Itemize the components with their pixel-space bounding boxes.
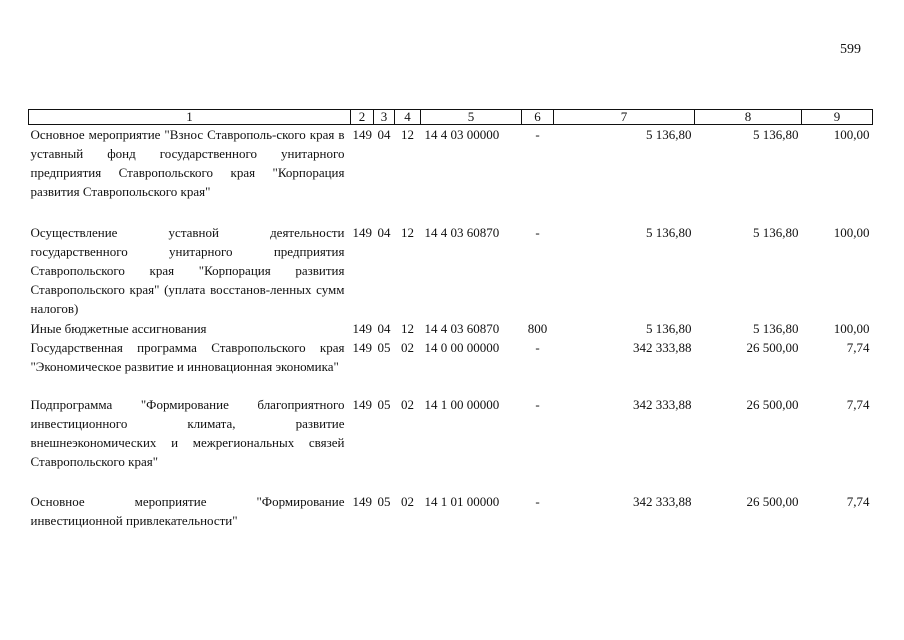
row-percent: 7,74 bbox=[846, 493, 870, 509]
table-row bbox=[29, 338, 873, 395]
row-target-code: 14 1 01 00000 bbox=[424, 493, 500, 509]
row-col7-amount: 5 136,80 bbox=[646, 224, 692, 240]
row-percent: 100,00 bbox=[833, 320, 870, 336]
table-row bbox=[29, 395, 873, 492]
row-percent: 100,00 bbox=[833, 127, 870, 142]
row-col7-amount: 5 136,80 bbox=[646, 127, 692, 142]
row-col8-amount: 5 136,80 bbox=[753, 127, 799, 142]
row-col7-amount: 5 136,80 bbox=[646, 320, 692, 336]
row-target-code: 14 1 00 00000 bbox=[424, 396, 500, 412]
row-expense-type: - bbox=[535, 224, 540, 240]
table-row bbox=[29, 223, 873, 319]
row-percent: 100,00 bbox=[833, 224, 870, 240]
table-row bbox=[29, 492, 873, 532]
row-target-code: 14 0 00 00000 bbox=[424, 339, 500, 355]
row-name: Государственная программа Ставропольского края "Экономическое развитие и инновационная экономика" bbox=[30, 339, 345, 374]
row-col8-amount: 5 136,80 bbox=[753, 224, 799, 240]
header-col-7: 7 bbox=[554, 110, 695, 125]
row-section: 05 bbox=[377, 339, 391, 355]
budget-table bbox=[28, 109, 873, 532]
table-row bbox=[29, 125, 873, 223]
row-name: Иные бюджетные ассигнования bbox=[30, 320, 207, 336]
row-col8-amount: 26 500,00 bbox=[746, 493, 799, 509]
header-col-2: 2 bbox=[351, 110, 374, 125]
row-name: Основное мероприятие "Взнос Ставрополь-ского края в уставный фонд государственного унитарного предприятия Ставропольского края "Корпорация развития Ставропольского края" bbox=[30, 127, 345, 199]
row-percent: 7,74 bbox=[846, 396, 870, 412]
header-col-1: 1 bbox=[29, 110, 351, 125]
header-col-8: 8 bbox=[695, 110, 802, 125]
row-target-code: 14 4 03 00000 bbox=[424, 127, 500, 142]
row-name: Основное мероприятие "Формирование инвестиционной привлекательности" bbox=[30, 493, 345, 528]
page-number: 599 bbox=[840, 42, 861, 57]
row-ministry: 149 bbox=[352, 396, 372, 412]
row-section: 05 bbox=[377, 396, 391, 412]
header-col-6: 6 bbox=[522, 110, 554, 125]
row-ministry: 149 bbox=[352, 493, 372, 509]
row-section: 04 bbox=[377, 320, 391, 336]
row-ministry: 149 bbox=[352, 320, 372, 336]
row-expense-type: - bbox=[535, 493, 540, 509]
row-col7-amount: 342 333,88 bbox=[633, 493, 692, 509]
row-name: Осуществление уставной деятельности государственного унитарного предприятия Ставропольского края "Корпорация развития Ставропольского края" (уплата восстанов-ленных сумм налогов) bbox=[30, 224, 345, 316]
row-subsection: 12 bbox=[401, 320, 414, 336]
row-section: 04 bbox=[377, 127, 391, 142]
header-col-3: 3 bbox=[374, 110, 395, 125]
row-name: Подпрограмма "Формирование благоприятного инвестиционного климата, развитие внешнеэкономических и межрегиональных связей Ставропольского края" bbox=[30, 396, 345, 469]
row-ministry: 149 bbox=[352, 127, 372, 142]
row-section: 05 bbox=[377, 493, 391, 509]
row-expense-type: - bbox=[535, 396, 540, 412]
row-ministry: 149 bbox=[352, 339, 372, 355]
row-subsection: 02 bbox=[401, 396, 414, 412]
header-row bbox=[29, 110, 873, 125]
header-col-4: 4 bbox=[395, 110, 421, 125]
row-subsection: 02 bbox=[401, 493, 414, 509]
table-row bbox=[29, 319, 873, 338]
row-target-code: 14 4 03 60870 bbox=[424, 224, 500, 240]
row-expense-type: - bbox=[535, 339, 540, 355]
row-subsection: 12 bbox=[401, 127, 414, 142]
row-subsection: 02 bbox=[401, 339, 414, 355]
row-col7-amount: 342 333,88 bbox=[633, 396, 692, 412]
row-subsection: 12 bbox=[401, 224, 414, 240]
header-col-5: 5 bbox=[421, 110, 522, 125]
row-percent: 7,74 bbox=[846, 339, 870, 355]
row-ministry: 149 bbox=[352, 224, 372, 240]
header-col-9: 9 bbox=[802, 110, 873, 125]
row-col7-amount: 342 333,88 bbox=[633, 339, 692, 355]
row-expense-type: - bbox=[535, 127, 540, 142]
row-section: 04 bbox=[377, 224, 391, 240]
row-expense-type: 800 bbox=[527, 320, 548, 336]
row-col8-amount: 5 136,80 bbox=[753, 320, 799, 336]
row-target-code: 14 4 03 60870 bbox=[424, 320, 500, 336]
row-col8-amount: 26 500,00 bbox=[746, 339, 799, 355]
row-col8-amount: 26 500,00 bbox=[746, 396, 799, 412]
